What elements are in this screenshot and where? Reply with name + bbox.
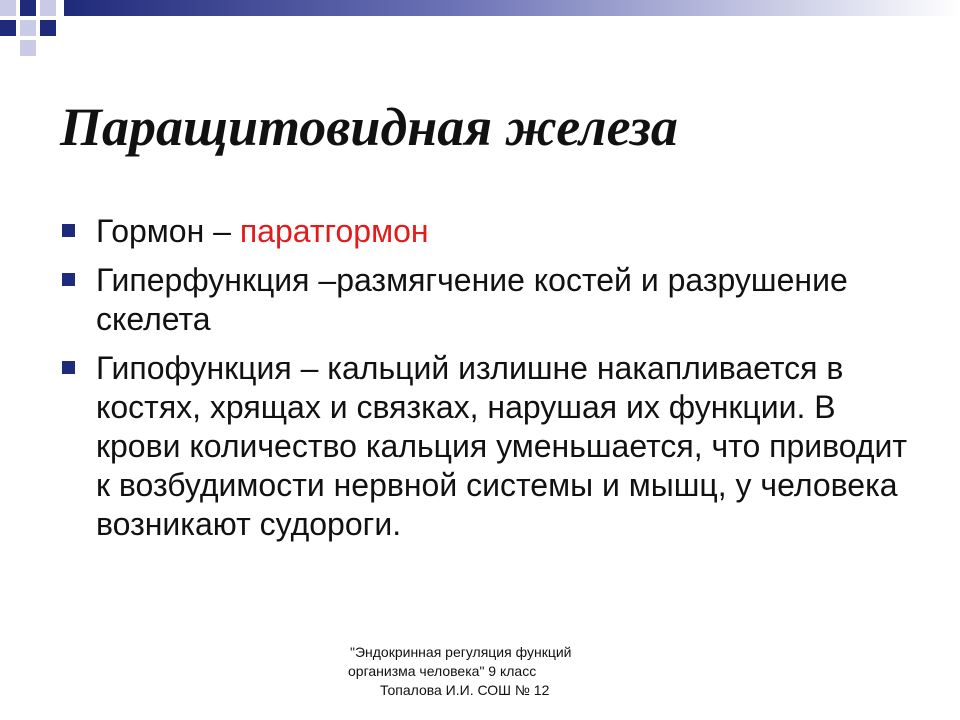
deco-square — [40, 20, 56, 36]
bullet-text: Гиперфункция –размягчение костей и разрушение скелета — [96, 262, 848, 337]
deco-square — [0, 20, 16, 36]
square-bullet-icon — [62, 273, 75, 286]
deco-square — [20, 0, 36, 16]
deco-square — [0, 0, 16, 16]
hormone-name: паратгормон — [239, 213, 429, 249]
square-bullet-icon — [62, 361, 75, 374]
bullet-item-hyperfunction — [60, 261, 920, 339]
deco-square — [20, 20, 36, 36]
bullet-text: Гипофункция – кальций излишне накапливается в костях, хрящах и связках, нарушая их функции. В крови количество кальция уменьшается, что приводит к возбудимости нервной системы и мышц, у человека возникают судороги. — [96, 350, 908, 542]
footer-line-3: Топалова И.И. СОШ № 12 — [380, 682, 550, 698]
square-bullet-icon — [62, 224, 75, 237]
header-decoration — [0, 0, 960, 60]
footer-line-2: организма человека" 9 класс — [348, 663, 537, 679]
bullet-text: Гормон – — [96, 213, 240, 249]
footer-line-1: "Эндокринная регуляция функций — [350, 644, 572, 660]
bullet-item-hormone — [60, 212, 920, 251]
deco-square — [40, 0, 56, 16]
deco-square — [20, 40, 36, 56]
gradient-band — [64, 0, 960, 16]
slide-title: Паращитовидная железа — [60, 97, 678, 157]
slide-footer — [340, 643, 640, 700]
bullet-list — [60, 212, 920, 554]
bullet-item-hypofunction — [60, 349, 920, 544]
